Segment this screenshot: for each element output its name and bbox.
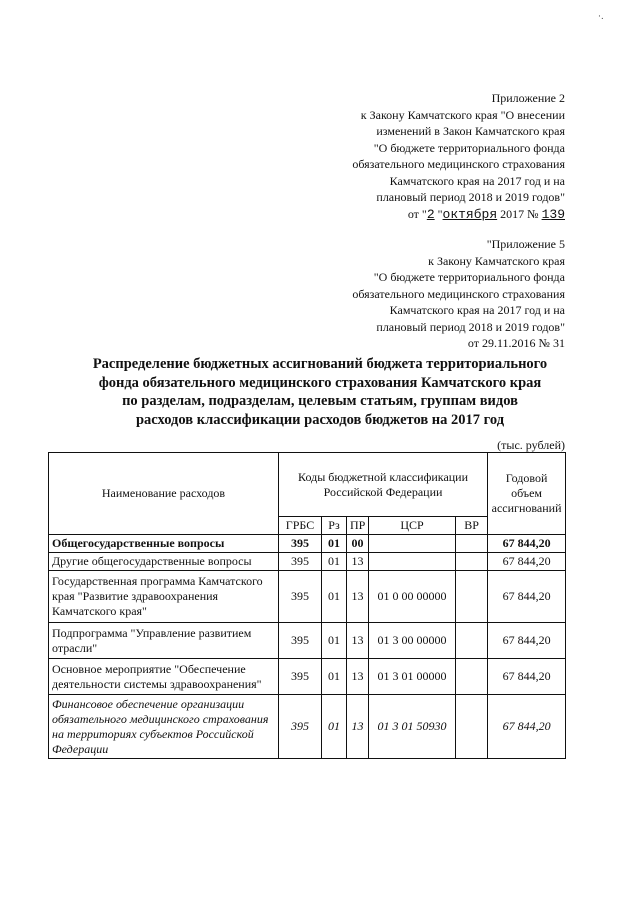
appendix-5-line: "Приложение 5 bbox=[486, 237, 565, 251]
appendix-5-line: "О бюджете территориального фонда bbox=[373, 270, 565, 284]
cell-amount: 67 844,20 bbox=[488, 571, 566, 623]
table-row bbox=[49, 695, 566, 759]
cell-rz: 01 bbox=[322, 571, 347, 623]
cell-csr bbox=[369, 553, 456, 571]
appendix-2-line: обязательного медицинского страхования bbox=[352, 157, 565, 171]
units-label: (тыс. рублей) bbox=[497, 438, 565, 452]
appendix-5-line: от 29.11.2016 № 31 bbox=[467, 336, 565, 350]
appendix-5-line: к Закону Камчатского края bbox=[428, 253, 565, 268]
table-row bbox=[49, 535, 566, 553]
header-amount: Годовой объем ассигнований bbox=[488, 453, 566, 535]
appendix-2-line: "О бюджете территориального фонда bbox=[373, 140, 565, 155]
appendix-2-line: к Закону Камчатского края "О внесении bbox=[360, 107, 565, 122]
cell-pr: 13 bbox=[347, 659, 369, 695]
appendix-2-header bbox=[325, 90, 565, 223]
cell-grbs: 395 bbox=[279, 623, 322, 659]
appendix-2-line: плановый период 2018 и 2019 годов" bbox=[376, 190, 565, 204]
date-day: 2 bbox=[426, 206, 435, 222]
appendix-2-line: Камчатского края на 2017 год и на bbox=[389, 173, 565, 188]
appendix-5-line: Камчатского края на 2017 год и на bbox=[389, 303, 565, 317]
cell-csr: 01 3 01 00000 bbox=[369, 659, 456, 695]
cell-pr: 13 bbox=[347, 553, 369, 571]
appendix-2-line: Приложение 2 bbox=[491, 91, 565, 105]
cell-grbs: 395 bbox=[279, 695, 322, 759]
title-line: Распределение бюджетных ассигнований бюджета территориального bbox=[92, 356, 548, 372]
cell-pr: 13 bbox=[347, 571, 369, 623]
cell-vr bbox=[456, 695, 488, 759]
cell-amount: 67 844,20 bbox=[488, 553, 566, 571]
cell-grbs: 395 bbox=[279, 553, 322, 571]
cell-name: Основное мероприятие "Обеспечение деятельности системы здравоохранения" bbox=[49, 659, 279, 695]
cell-pr: 00 bbox=[347, 535, 369, 553]
document-title bbox=[48, 355, 592, 429]
header-csr: ЦСР bbox=[369, 517, 456, 535]
header-codes: Коды бюджетной классификации Российской Федерации bbox=[279, 453, 488, 517]
cell-name: Финансовое обеспечение организации обязательного медицинского страхования на территориях субъектов Российской Федерации bbox=[49, 695, 279, 759]
cell-vr bbox=[456, 535, 488, 553]
cell-amount: 67 844,20 bbox=[488, 659, 566, 695]
cell-grbs: 395 bbox=[279, 535, 322, 553]
number-label: № bbox=[527, 206, 539, 221]
date-prefix: от " bbox=[407, 206, 427, 221]
cell-vr bbox=[456, 659, 488, 695]
cell-pr: 13 bbox=[347, 623, 369, 659]
appendix-2-line: изменений в Закон Камчатского края bbox=[376, 124, 565, 138]
table-row bbox=[49, 623, 566, 659]
header-rz: Рз bbox=[322, 517, 347, 535]
cell-rz: 01 bbox=[322, 535, 347, 553]
title-line: фонда обязательного медицинского страхования Камчатского края bbox=[98, 374, 542, 391]
cell-rz: 01 bbox=[322, 623, 347, 659]
cell-name: Общегосударственные вопросы bbox=[49, 535, 279, 553]
appendix-5-line: обязательного медицинского страхования bbox=[352, 286, 565, 301]
cell-vr bbox=[456, 571, 488, 623]
appendix-5-header bbox=[325, 236, 565, 352]
cell-grbs: 395 bbox=[279, 571, 322, 623]
cell-amount: 67 844,20 bbox=[488, 535, 566, 553]
cell-rz: 01 bbox=[322, 553, 347, 571]
cell-grbs: 395 bbox=[279, 659, 322, 695]
cell-vr bbox=[456, 553, 488, 571]
header-vr: ВР bbox=[456, 517, 488, 535]
appendix-2-date bbox=[325, 206, 565, 224]
header-grbs: ГРБС bbox=[279, 517, 322, 535]
cell-csr: 01 3 00 00000 bbox=[369, 623, 456, 659]
table-row bbox=[49, 553, 566, 571]
header-pr: ПР bbox=[347, 517, 369, 535]
title-line: расходов классификации расходов бюджетов на 2017 год bbox=[135, 411, 505, 428]
cell-csr bbox=[369, 535, 456, 553]
law-number: 139 bbox=[541, 206, 565, 222]
table-row bbox=[49, 659, 566, 695]
cell-csr: 01 0 00 00000 bbox=[369, 571, 456, 623]
cell-amount: 67 844,20 bbox=[488, 695, 566, 759]
corner-mark: ·. bbox=[598, 12, 604, 22]
budget-table bbox=[48, 452, 566, 759]
appendix-5-line: плановый период 2018 и 2019 годов" bbox=[376, 319, 565, 334]
date-year: 2017 bbox=[500, 206, 525, 221]
header-name: Наименование расходов bbox=[49, 453, 279, 535]
title-line: по разделам, подразделам, целевым статьям, группам видов bbox=[122, 393, 518, 409]
date-month: октября bbox=[442, 206, 498, 222]
table-header-row bbox=[49, 453, 566, 517]
cell-pr: 13 bbox=[347, 695, 369, 759]
table-row bbox=[49, 571, 566, 623]
cell-name: Другие общегосударственные вопросы bbox=[49, 553, 279, 571]
cell-name: Государственная программа Камчатского края "Развитие здравоохранения Камчатского края" bbox=[49, 571, 279, 623]
cell-vr bbox=[456, 623, 488, 659]
cell-rz: 01 bbox=[322, 659, 347, 695]
date-quote: " bbox=[437, 206, 443, 221]
cell-csr: 01 3 01 50930 bbox=[369, 695, 456, 759]
cell-amount: 67 844,20 bbox=[488, 623, 566, 659]
cell-rz: 01 bbox=[322, 695, 347, 759]
cell-name: Подпрограмма "Управление развитием отрасли" bbox=[49, 623, 279, 659]
